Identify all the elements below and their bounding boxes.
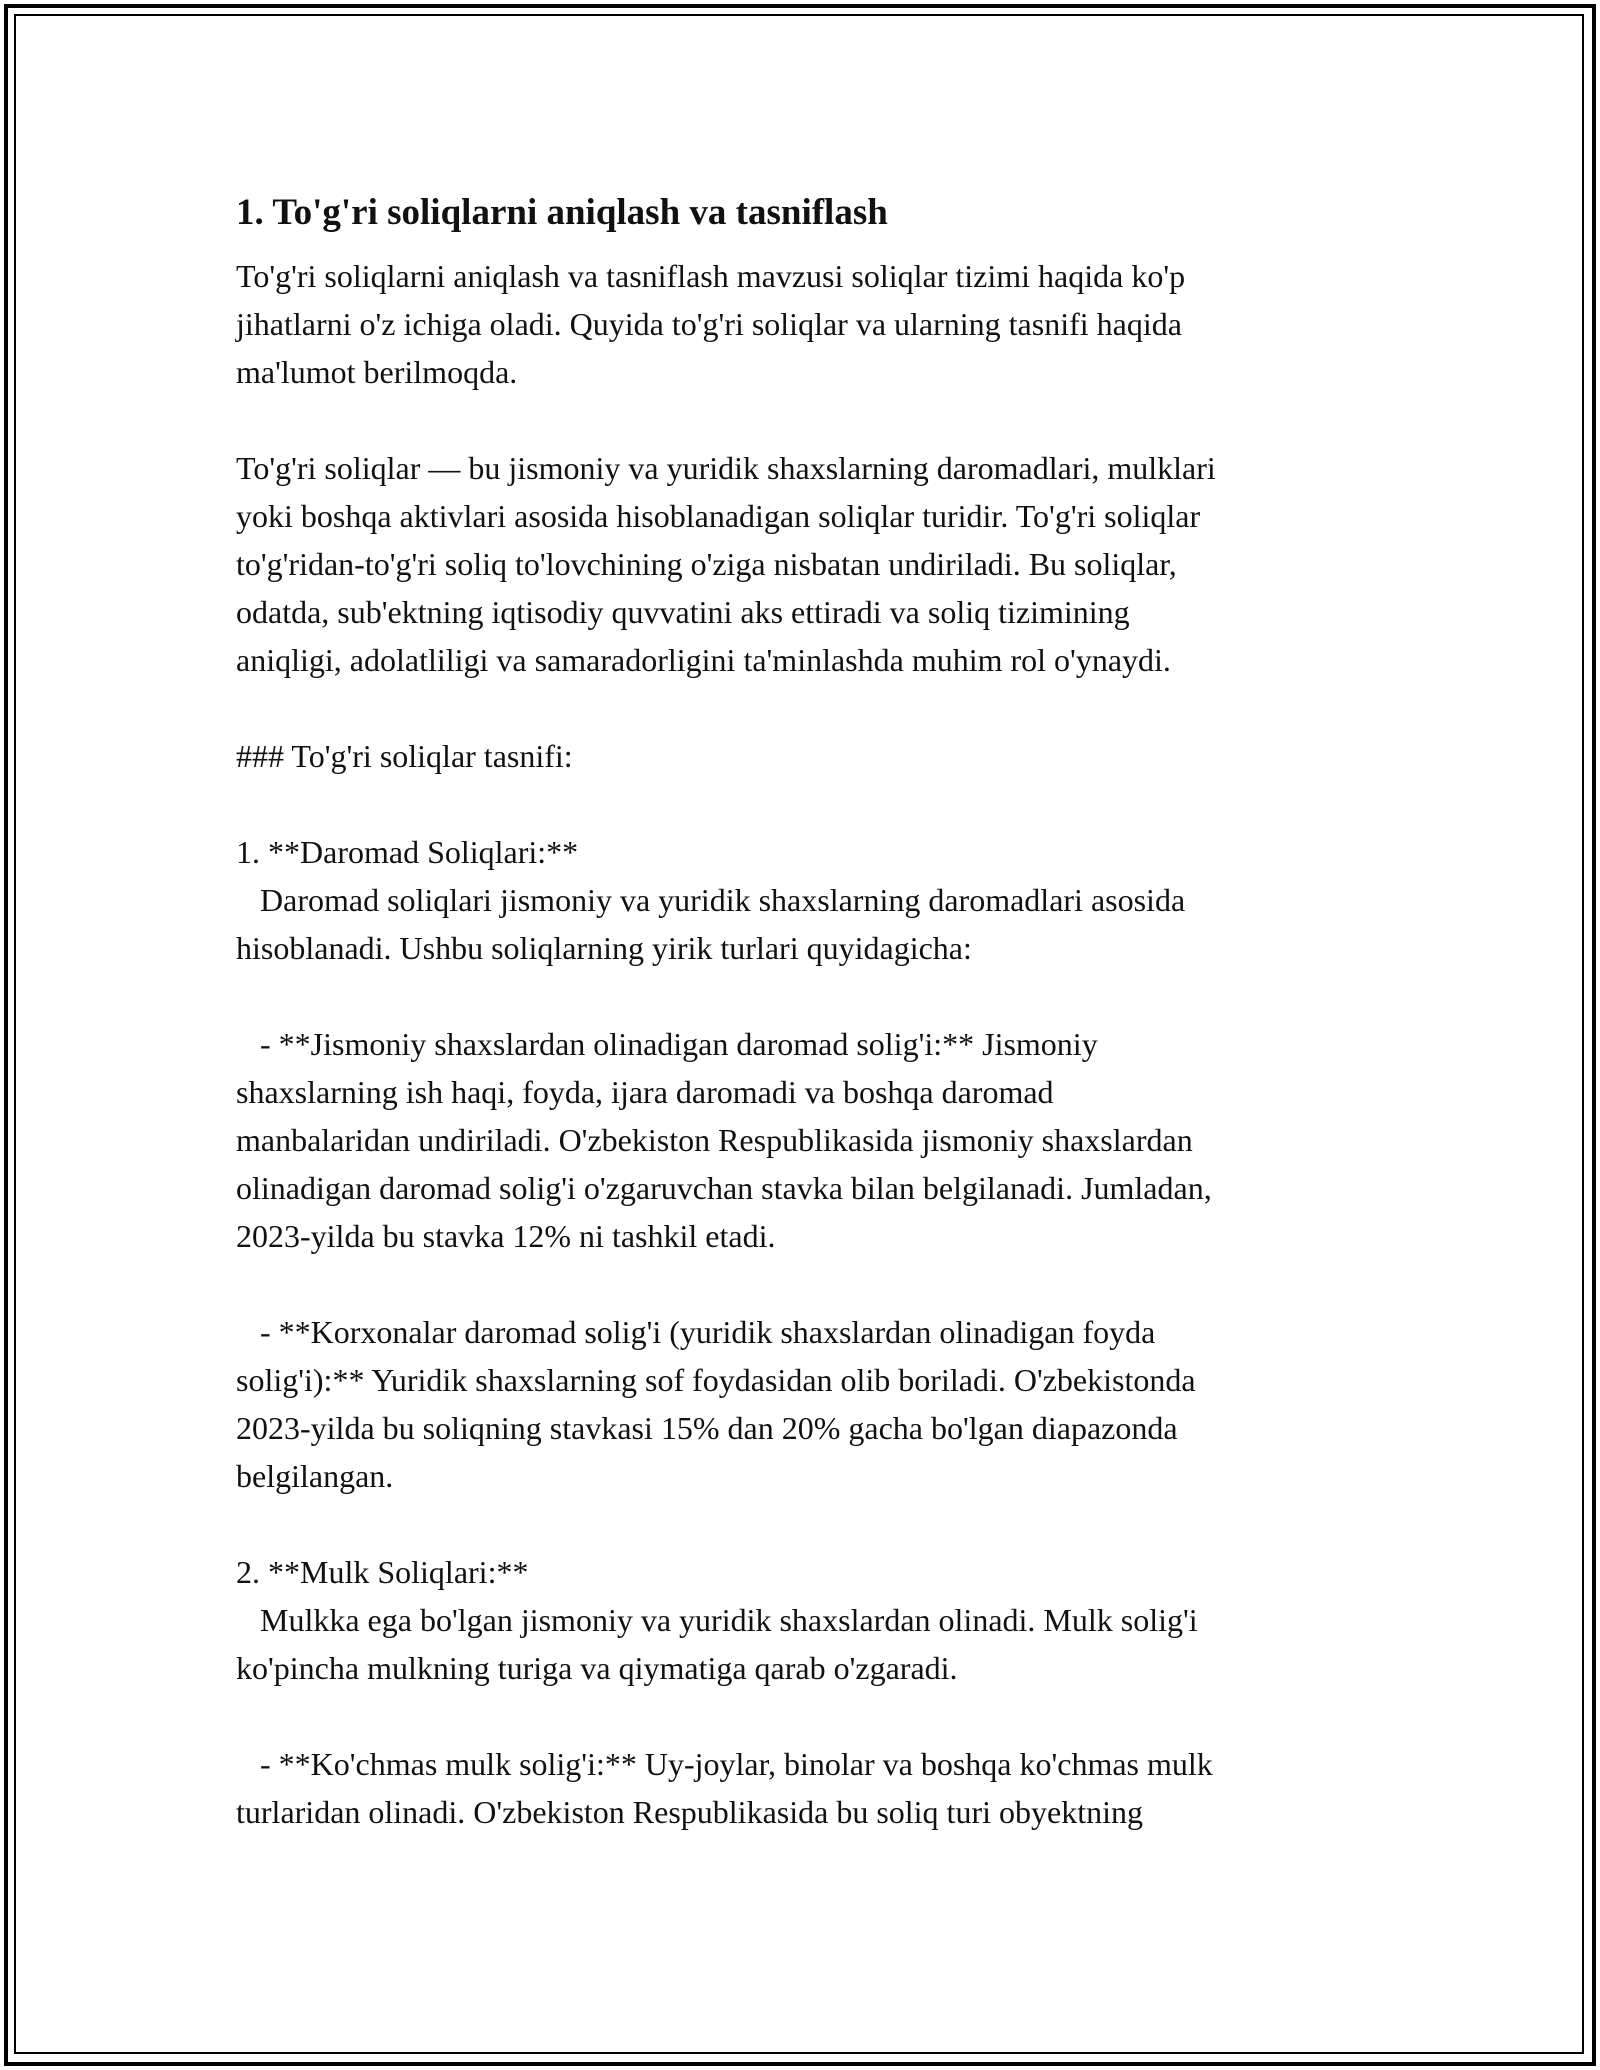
blank-line <box>236 684 1366 732</box>
text-line: ko'pincha mulkning turiga va qiymatiga qarab o'zgaradi. <box>236 1650 958 1686</box>
text-line: 2023-yilda bu stavka 12% ni tashkil etadi. <box>236 1218 776 1254</box>
text-line: yoki boshqa aktivlari asosida hisoblanadigan soliqlar turidir. To'g'ri soliqlar <box>236 498 1201 534</box>
text-line: turlaridan olinadi. O'zbekiston Respublikasida bu soliq turi obyektning <box>236 1794 1143 1830</box>
blank-line <box>236 1692 1366 1740</box>
text-line: to'g'ridan-to'g'ri soliq to'lovchining o'ziga nisbatan undiriladi. Bu soliqlar, <box>236 546 1177 582</box>
text-lines <box>236 252 1366 1836</box>
blank-line <box>236 972 1366 1020</box>
text-line: jihatlarni o'z ichiga oladi. Quyida to'g'ri soliqlar va ularning tasnifi haqida <box>236 306 1182 342</box>
text-line: solig'i):** Yuridik shaxslarning sof foydasidan olib boriladi. O'zbekistonda <box>236 1362 1196 1398</box>
blank-line <box>236 1260 1366 1308</box>
text-line: 2023-yilda bu soliqning stavkasi 15% dan 20% gacha bo'lgan diapazonda <box>236 1410 1178 1446</box>
text-line: Mulkka ega bo'lgan jismoniy va yuridik shaxslardan olinadi. Mulk solig'i <box>236 1602 1198 1638</box>
text-line: hisoblanadi. Ushbu soliqlarning yirik turlari quyidagicha: <box>236 930 972 966</box>
document-body <box>236 186 1366 1836</box>
text-line: belgilangan. <box>236 1458 394 1494</box>
blank-line <box>236 780 1366 828</box>
text-line: To'g'ri soliqlar — bu jismoniy va yuridik shaxslarning daromadlari, mulklari <box>236 450 1216 486</box>
text-line: manbalaridan undiriladi. O'zbekiston Respublikasida jismoniy shaxslardan <box>236 1122 1193 1158</box>
text-line: odatda, sub'ektning iqtisodiy quvvatini aks ettiradi va soliq tizimining <box>236 594 1130 630</box>
text-line: To'g'ri soliqlarni aniqlash va tasniflash mavzusi soliqlar tizimi haqida ko'p <box>236 258 1186 294</box>
text-line: shaxslarning ish haqi, foyda, ijara daromadi va boshqa daromad <box>236 1074 1054 1110</box>
section-heading: 1. To'g'ri soliqlarni aniqlash va tasniflash <box>236 192 888 233</box>
blank-line <box>236 1500 1366 1548</box>
text-line: aniqligi, adolatliligi va samaradorligini ta'minlashda muhim rol o'ynaydi. <box>236 642 1171 678</box>
text-line: ### To'g'ri soliqlar tasnifi: <box>236 738 573 774</box>
text-line: Daromad soliqlari jismoniy va yuridik shaxslarning daromadlari asosida <box>236 882 1186 918</box>
text-line: - **Jismoniy shaxslardan olinadigan daromad solig'i:** Jismoniy <box>236 1026 1098 1062</box>
text-line: - **Ko'chmas mulk solig'i:** Uy-joylar, binolar va boshqa ko'chmas mulk <box>236 1746 1213 1782</box>
text-line: ma'lumot berilmoqda. <box>236 354 518 390</box>
text-line: olinadigan daromad solig'i o'zgaruvchan stavka bilan belgilanadi. Jumladan, <box>236 1170 1212 1206</box>
blank-line <box>236 396 1366 444</box>
text-line: 1. **Daromad Soliqlari:** <box>236 834 579 870</box>
text-line: - **Korxonalar daromad solig'i (yuridik shaxslardan olinadigan foyda <box>236 1314 1156 1350</box>
text-line: 2. **Mulk Soliqlari:** <box>236 1554 529 1590</box>
